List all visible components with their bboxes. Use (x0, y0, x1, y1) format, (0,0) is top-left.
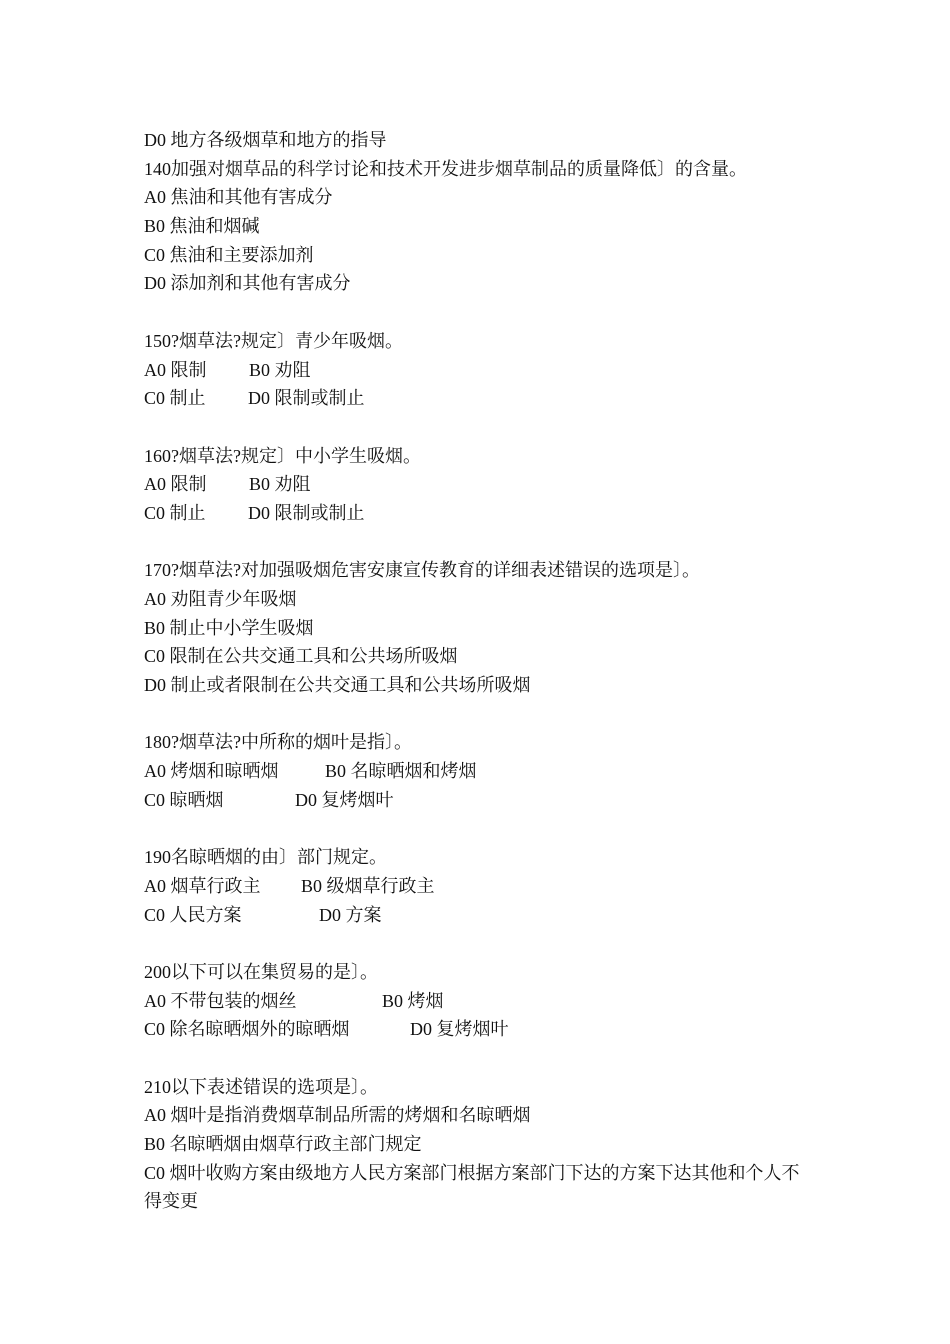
question-14: 140加强对烟草品的科学讨论和技术开发进步烟草制品的质量降低〕的含量。 (144, 158, 747, 179)
option-row (144, 786, 824, 815)
option-text: A0 限制 (144, 474, 207, 495)
option-text: D0 制止或者限制在公共交通工具和公共场所吸烟 (144, 675, 531, 696)
option-text: C0 除名晾晒烟外的晾晒烟 (144, 1019, 350, 1040)
question-20: 200以下可以在集贸易的是〕。 (144, 961, 378, 982)
option-text: D0 限制或制止 (248, 502, 365, 523)
blank-line (144, 700, 824, 729)
blank-line (144, 413, 824, 442)
blank-line (144, 298, 824, 327)
question-17: 170?烟草法?对加强吸烟危害安康宣传教育的详细表述错误的选项是〕。 (144, 560, 700, 581)
option-text: A0 烟叶是指消费烟草制品所需的烤烟和名晾晒烟 (144, 1105, 531, 1126)
option-text: C0 烟叶收购方案由级地方人民方案部门根据方案部门下达的方案下达其他和个人不得变更 (144, 1162, 800, 1212)
question-19: 190名晾晒烟的由〕部门规定。 (144, 847, 387, 868)
option-text: B0 烤烟 (382, 990, 444, 1011)
option-text: C0 人民方案 (144, 904, 242, 925)
document-page (144, 126, 824, 1216)
option-row (144, 499, 824, 528)
question-15: 150?烟草法?规定〕青少年吸烟。 (144, 330, 403, 351)
option-text: A0 烤烟和晾晒烟 (144, 761, 279, 782)
option-row (144, 987, 824, 1016)
option-text: B0 级烟草行政主 (301, 875, 435, 896)
option-text: C0 限制在公共交通工具和公共场所吸烟 (144, 646, 458, 667)
option-text: C0 晾晒烟 (144, 789, 224, 810)
option-text: D0 复烤烟叶 (295, 789, 394, 810)
option-text: C0 制止 (144, 502, 206, 523)
question-18: 180?烟草法?中所称的烟叶是指〕。 (144, 732, 412, 753)
option-text: B0 劝阻 (249, 359, 311, 380)
blank-line (144, 815, 824, 844)
question-21: 210以下表述错误的选项是〕。 (144, 1076, 378, 1097)
option-row (144, 901, 824, 930)
option-text: D0 复烤烟叶 (410, 1019, 509, 1040)
option-row (144, 872, 824, 901)
option-row (144, 757, 824, 786)
option-text: B0 焦油和烟碱 (144, 216, 260, 237)
option-text: A0 劝阻青少年吸烟 (144, 589, 297, 609)
option-row (144, 470, 824, 499)
option-text: B0 制止中小学生吸烟 (144, 617, 314, 638)
blank-line (144, 1044, 824, 1073)
option-row (144, 1015, 824, 1044)
option-text: B0 名晾晒烟由烟草行政主部门规定 (144, 1134, 422, 1155)
option-text: D0 添加剂和其他有害成分 (144, 273, 351, 294)
option-row (144, 384, 824, 413)
option-text: D0 地方各级烟草和地方的指导 (144, 130, 387, 150)
option-text: D0 限制或制止 (248, 388, 365, 409)
option-text: A0 限制 (144, 359, 207, 380)
option-text: A0 烟草行政主 (144, 875, 261, 896)
option-text: B0 名晾晒烟和烤烟 (325, 761, 477, 782)
option-text: D0 方案 (319, 904, 382, 925)
option-text: C0 制止 (144, 388, 206, 409)
blank-line (144, 929, 824, 958)
option-text: C0 焦油和主要添加剂 (144, 244, 314, 265)
option-text: A0 焦油和其他有害成分 (144, 187, 333, 208)
option-text: A0 不带包装的烟丝 (144, 990, 297, 1011)
question-16: 160?烟草法?规定〕中小学生吸烟。 (144, 445, 421, 466)
blank-line (144, 528, 824, 557)
option-text: B0 劝阻 (249, 474, 311, 495)
option-row (144, 356, 824, 385)
